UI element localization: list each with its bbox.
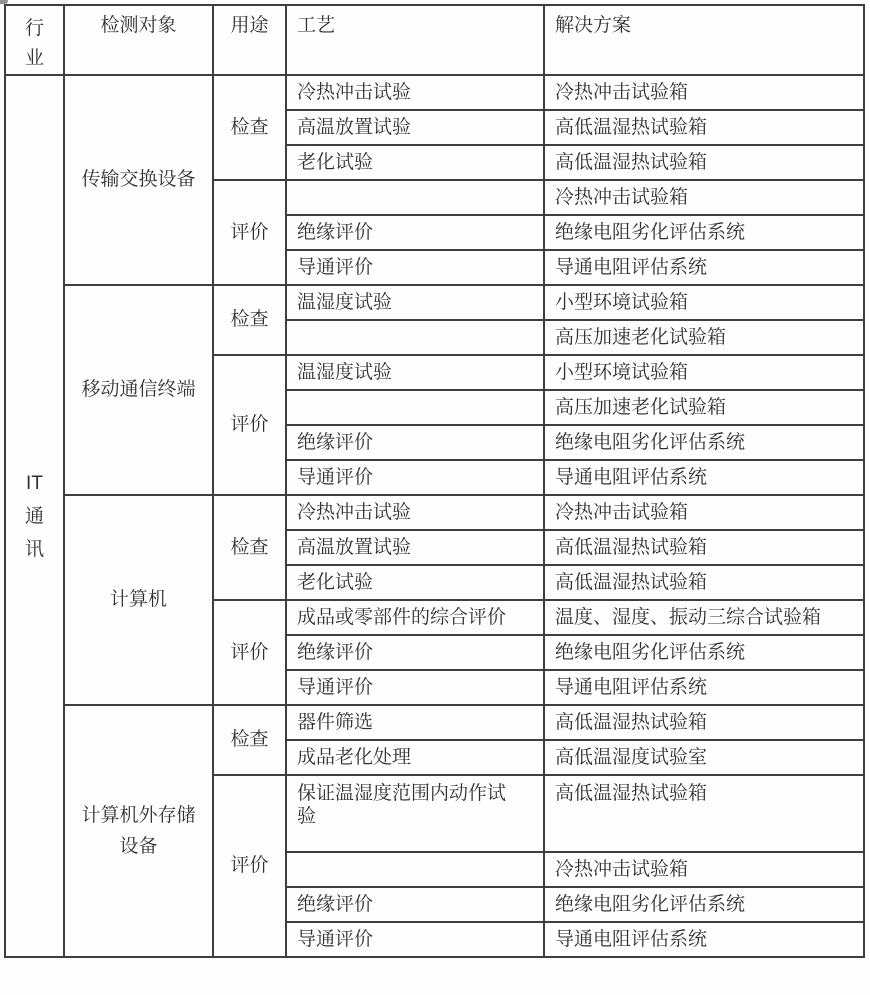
usage-cell: 评价	[213, 180, 286, 285]
process-cell-empty	[286, 180, 544, 215]
solution-cell: 导通电阻评估系统	[544, 670, 864, 705]
solution-cell: 导通电阻评估系统	[544, 250, 864, 285]
solution-cell: 高低温湿热试验箱	[544, 145, 864, 180]
process-cell: 导通评价	[286, 670, 544, 705]
usage-cell: 检查	[213, 705, 286, 775]
process-cell: 老化试验	[286, 565, 544, 600]
column-header-process: 工艺	[286, 5, 544, 75]
table-header-row	[5, 5, 864, 75]
usage-cell: 评价	[213, 355, 286, 495]
process-cell: 高温放置试验	[286, 530, 544, 565]
column-header-industry	[5, 5, 64, 75]
target-cell: 计算机	[64, 495, 213, 705]
process-cell: 绝缘评价	[286, 887, 544, 922]
usage-cell: 检查	[213, 495, 286, 600]
solution-cell: 高低温湿热试验箱	[544, 705, 864, 740]
solution-cell: 高低温湿度试验室	[544, 740, 864, 775]
solution-cell: 小型环境试验箱	[544, 285, 864, 320]
process-cell: 成品或零部件的综合评价	[286, 600, 544, 635]
table-row	[5, 705, 864, 740]
process-cell: 导通评价	[286, 922, 544, 957]
solution-cell: 高压加速老化试验箱	[544, 390, 864, 425]
column-header-usage: 用途	[213, 5, 286, 75]
process-cell-empty	[286, 390, 544, 425]
solution-cell: 高低温湿热试验箱	[544, 110, 864, 145]
usage-cell: 评价	[213, 600, 286, 705]
target-line2: 设备	[119, 836, 158, 857]
process-cell: 冷热冲击试验	[286, 495, 544, 530]
column-header-industry-text	[6, 14, 63, 74]
solution-cell: 绝缘电阻劣化评估系统	[544, 635, 864, 670]
process-cell: 高温放置试验	[286, 110, 544, 145]
solution-cell: 高压加速老化试验箱	[544, 320, 864, 355]
table-row	[5, 75, 864, 110]
industry-testing-table	[4, 4, 865, 958]
process-cell: 温湿度试验	[286, 285, 544, 320]
process-cell	[286, 775, 544, 852]
solution-cell: 高低温湿热试验箱	[544, 530, 864, 565]
process-cell: 导通评价	[286, 250, 544, 285]
solution-cell: 导通电阻评估系统	[544, 922, 864, 957]
industry-cell	[5, 75, 64, 957]
usage-cell: 评价	[213, 775, 286, 957]
column-header-solution: 解决方案	[544, 5, 864, 75]
process-cell-text: 保证温湿度范围内动作试验	[297, 783, 507, 828]
process-cell: 老化试验	[286, 145, 544, 180]
usage-cell: 检查	[213, 285, 286, 355]
solution-cell: 冷热冲击试验箱	[544, 495, 864, 530]
industry-header-line1: 行	[24, 18, 44, 39]
solution-cell: 高低温湿热试验箱	[544, 775, 864, 852]
table-row	[5, 285, 864, 320]
process-cell-empty	[286, 852, 544, 887]
target-cell	[64, 705, 213, 957]
table-row	[5, 495, 864, 530]
process-cell-empty	[286, 320, 544, 355]
solution-cell: 小型环境试验箱	[544, 355, 864, 390]
process-cell: 绝缘评价	[286, 425, 544, 460]
solution-cell: 绝缘电阻劣化评估系统	[544, 887, 864, 922]
solution-cell: 导通电阻评估系统	[544, 460, 864, 495]
industry-header-line2: 业	[24, 48, 44, 69]
industry-line1: IT	[26, 472, 43, 494]
target-cell-text	[65, 800, 212, 862]
solution-cell: 绝缘电阻劣化评估系统	[544, 215, 864, 250]
solution-cell: 冷热冲击试验箱	[544, 852, 864, 887]
solution-cell: 高低温湿热试验箱	[544, 565, 864, 600]
column-header-target: 检测对象	[64, 5, 213, 75]
process-cell: 器件筛选	[286, 705, 544, 740]
solution-cell: 冷热冲击试验箱	[544, 180, 864, 215]
process-cell: 绝缘评价	[286, 215, 544, 250]
solution-cell: 绝缘电阻劣化评估系统	[544, 425, 864, 460]
usage-cell: 检查	[213, 75, 286, 180]
solution-cell: 温度、湿度、振动三综合试验箱	[544, 600, 864, 635]
target-line1: 计算机外存储	[81, 805, 196, 826]
process-cell: 绝缘评价	[286, 635, 544, 670]
target-cell: 传输交换设备	[64, 75, 213, 285]
industry-line2: 通	[24, 505, 44, 527]
process-cell: 成品老化处理	[286, 740, 544, 775]
process-cell: 冷热冲击试验	[286, 75, 544, 110]
process-cell: 导通评价	[286, 460, 544, 495]
target-cell: 移动通信终端	[64, 285, 213, 495]
solution-cell: 冷热冲击试验箱	[544, 75, 864, 110]
industry-line3: 讯	[24, 538, 44, 560]
process-cell: 温湿度试验	[286, 355, 544, 390]
